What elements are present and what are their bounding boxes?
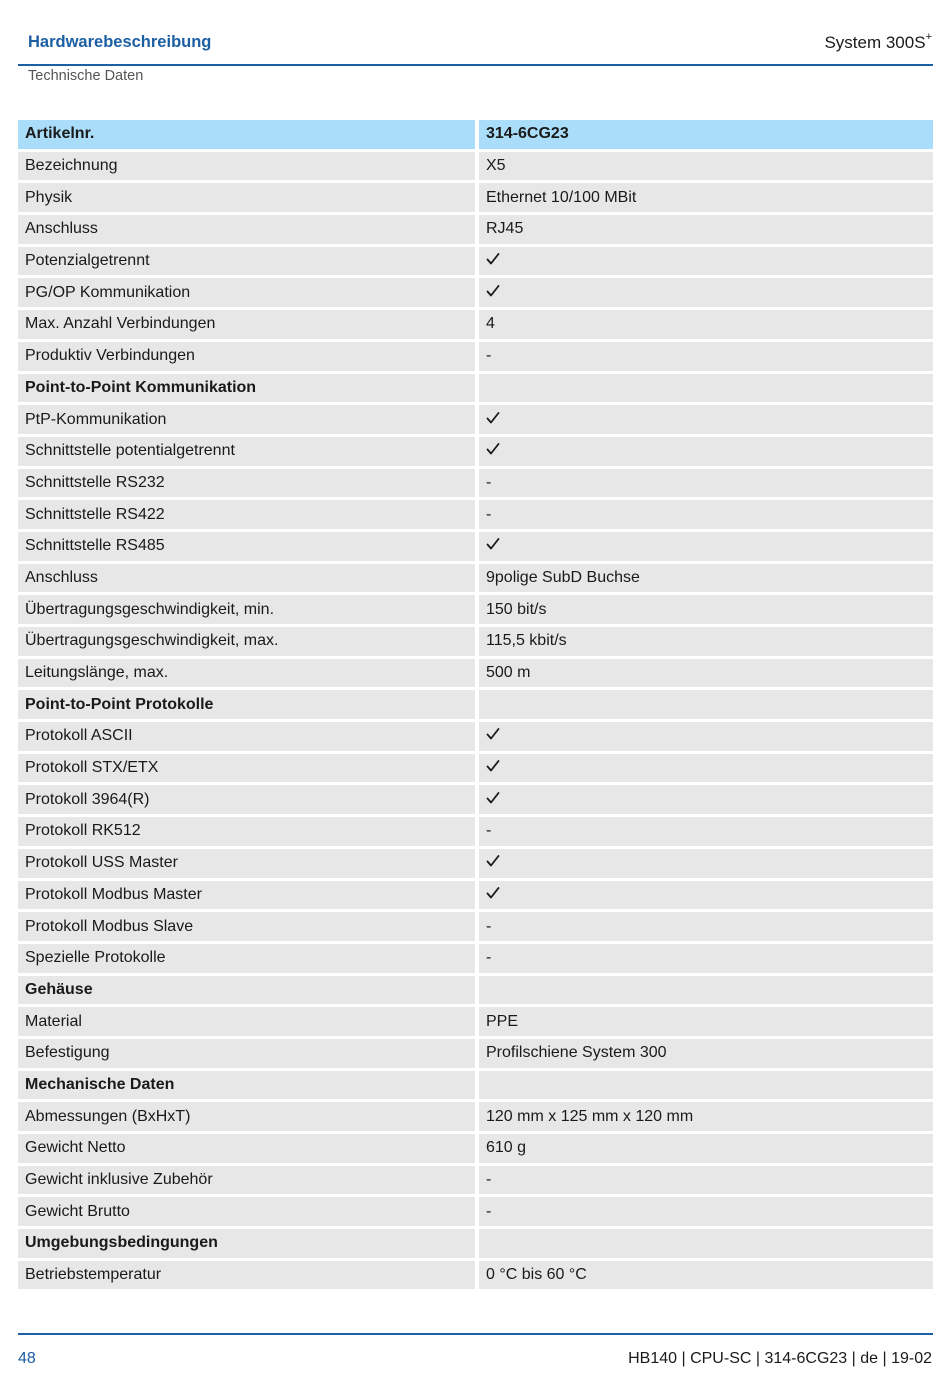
row-value: - <box>479 944 933 973</box>
table-row <box>18 405 933 434</box>
row-value: 9polige SubD Buchse <box>479 564 933 593</box>
row-label: Protokoll 3964(R) <box>18 785 479 814</box>
table-body <box>18 120 933 1289</box>
table-row <box>18 1007 933 1036</box>
table-row <box>18 849 933 878</box>
row-label: Schnittstelle RS485 <box>18 532 479 561</box>
table-row <box>18 500 933 529</box>
subsection-title: Technische Daten <box>28 68 144 84</box>
table-row <box>18 881 933 910</box>
row-label: Max. Anzahl Verbindungen <box>18 310 479 339</box>
row-label: Schnittstelle RS232 <box>18 469 479 498</box>
table-section-row <box>18 690 933 719</box>
section-label: Umgebungsbedingungen <box>18 1229 479 1258</box>
table-section-row <box>18 1071 933 1100</box>
table-row <box>18 342 933 371</box>
table-row <box>18 532 933 561</box>
row-value <box>479 690 933 719</box>
table-row <box>18 215 933 244</box>
row-value <box>479 247 933 276</box>
row-value <box>479 881 933 910</box>
checkmark-icon <box>486 791 500 805</box>
table-row <box>18 627 933 656</box>
row-value: Profilschiene System 300 <box>479 1039 933 1068</box>
row-value <box>479 849 933 878</box>
row-label: Übertragungsgeschwindigkeit, min. <box>18 595 479 624</box>
row-label: Protokoll Modbus Master <box>18 881 479 910</box>
row-value: - <box>479 1197 933 1226</box>
row-value: - <box>479 1166 933 1195</box>
table-row <box>18 247 933 276</box>
row-value <box>479 405 933 434</box>
row-label: Anschluss <box>18 564 479 593</box>
row-label: Material <box>18 1007 479 1036</box>
checkmark-icon <box>486 854 500 868</box>
row-value: - <box>479 342 933 371</box>
table-row <box>18 1134 933 1163</box>
row-value: - <box>479 912 933 941</box>
row-value: 115,5 kbit/s <box>479 627 933 656</box>
table-row <box>18 310 933 339</box>
section-title: Hardwarebeschreibung <box>28 33 212 51</box>
row-value: - <box>479 500 933 529</box>
row-value <box>479 754 933 783</box>
row-label: Übertragungsgeschwindigkeit, max. <box>18 627 479 656</box>
row-label: Abmessungen (BxHxT) <box>18 1102 479 1131</box>
table-section-row <box>18 374 933 403</box>
row-label: Schnittstelle RS422 <box>18 500 479 529</box>
technical-data-table <box>18 117 933 1292</box>
checkmark-icon <box>486 537 500 551</box>
row-label: Spezielle Protokolle <box>18 944 479 973</box>
table-header-row <box>18 120 933 149</box>
row-label: Physik <box>18 183 479 212</box>
checkmark-icon <box>486 886 500 900</box>
row-value <box>479 1071 933 1100</box>
table-row <box>18 754 933 783</box>
table-row <box>18 1197 933 1226</box>
row-label: Gewicht Netto <box>18 1134 479 1163</box>
row-value: 610 g <box>479 1134 933 1163</box>
row-label: Leitungslänge, max. <box>18 659 479 688</box>
system-superscript: + <box>925 31 932 43</box>
section-label: Gehäuse <box>18 976 479 1005</box>
row-value: Ethernet 10/100 MBit <box>479 183 933 212</box>
row-label: Protokoll USS Master <box>18 849 479 878</box>
row-label: Anschluss <box>18 215 479 244</box>
system-name: System 300S <box>824 33 926 52</box>
row-label: Befestigung <box>18 1039 479 1068</box>
row-label: Potenzialgetrennt <box>18 247 479 276</box>
row-label: Gewicht inklusive Zubehör <box>18 1166 479 1195</box>
row-label: Produktiv Verbindungen <box>18 342 479 371</box>
section-label: Point-to-Point Kommunikation <box>18 374 479 403</box>
section-label: Point-to-Point Protokolle <box>18 690 479 719</box>
row-label: Betriebstemperatur <box>18 1261 479 1290</box>
checkmark-icon <box>486 411 500 425</box>
row-value: - <box>479 469 933 498</box>
table-row <box>18 469 933 498</box>
table-row <box>18 785 933 814</box>
table-section-row <box>18 1229 933 1258</box>
table-row <box>18 278 933 307</box>
row-value: 120 mm x 125 mm x 120 mm <box>479 1102 933 1131</box>
table-row <box>18 912 933 941</box>
checkmark-icon <box>486 442 500 456</box>
footer-rule <box>18 1333 933 1335</box>
row-label: PtP-Kommunikation <box>18 405 479 434</box>
row-value <box>479 785 933 814</box>
row-label: Gewicht Brutto <box>18 1197 479 1226</box>
row-value: RJ45 <box>479 215 933 244</box>
row-label: Bezeichnung <box>18 152 479 181</box>
table-row <box>18 1261 933 1290</box>
table-row <box>18 183 933 212</box>
table-row <box>18 437 933 466</box>
row-value: 500 m <box>479 659 933 688</box>
row-label: Protokoll ASCII <box>18 722 479 751</box>
checkmark-icon <box>486 759 500 773</box>
checkmark-icon <box>486 284 500 298</box>
row-label: Protokoll STX/ETX <box>18 754 479 783</box>
row-value: - <box>479 817 933 846</box>
row-label: Protokoll RK512 <box>18 817 479 846</box>
header-value: 314-6CG23 <box>479 120 933 149</box>
row-value <box>479 976 933 1005</box>
table-row <box>18 152 933 181</box>
system-title <box>824 33 932 53</box>
row-label: PG/OP Kommunikation <box>18 278 479 307</box>
row-value: 150 bit/s <box>479 595 933 624</box>
checkmark-icon <box>486 727 500 741</box>
row-value: X5 <box>479 152 933 181</box>
table-row <box>18 1039 933 1068</box>
row-value <box>479 278 933 307</box>
header-rule <box>18 64 933 66</box>
row-value <box>479 532 933 561</box>
row-value: PPE <box>479 1007 933 1036</box>
checkmark-icon <box>486 252 500 266</box>
table-row <box>18 595 933 624</box>
row-label: Schnittstelle potentialgetrennt <box>18 437 479 466</box>
section-label: Mechanische Daten <box>18 1071 479 1100</box>
table-section-row <box>18 976 933 1005</box>
row-value <box>479 374 933 403</box>
table-row <box>18 1102 933 1131</box>
page-number: 48 <box>18 1350 36 1367</box>
table-row <box>18 722 933 751</box>
table-row <box>18 564 933 593</box>
row-value: 0 °C bis 60 °C <box>479 1261 933 1290</box>
table-row <box>18 659 933 688</box>
row-value <box>479 722 933 751</box>
table-row <box>18 1166 933 1195</box>
document-reference: HB140 | CPU-SC | 314-6CG23 | de | 19-02 <box>628 1350 932 1367</box>
row-value <box>479 437 933 466</box>
row-label: Protokoll Modbus Slave <box>18 912 479 941</box>
table-row <box>18 944 933 973</box>
table-row <box>18 817 933 846</box>
header-label: Artikelnr. <box>18 120 479 149</box>
row-value <box>479 1229 933 1258</box>
row-value: 4 <box>479 310 933 339</box>
